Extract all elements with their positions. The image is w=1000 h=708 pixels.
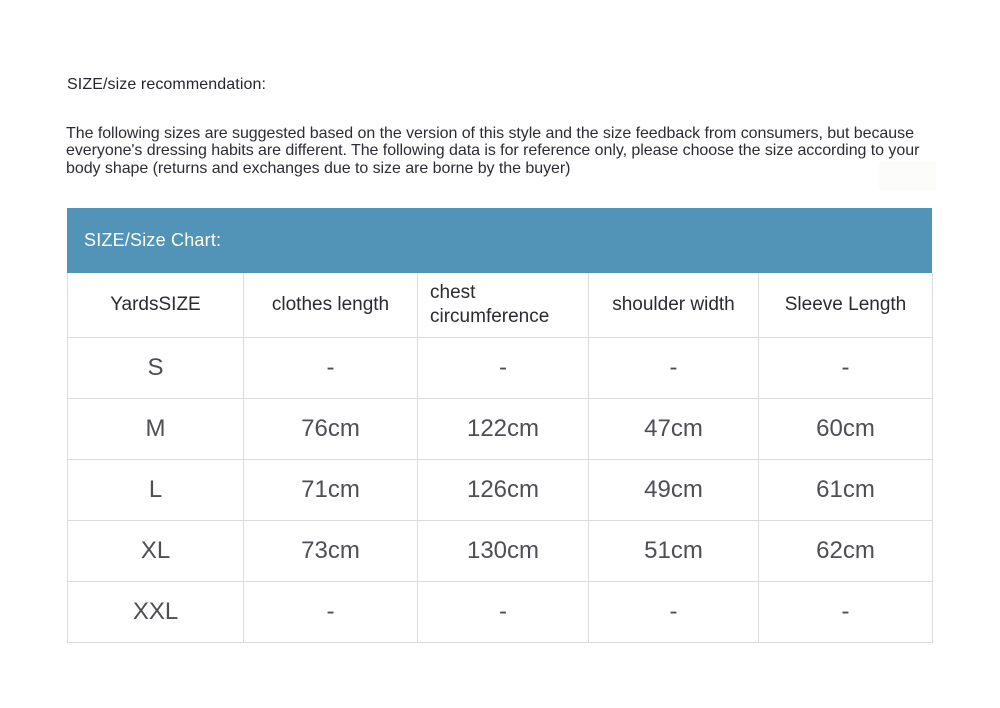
table-row-xl <box>68 520 933 581</box>
size-recommendation-text: The following sizes are suggested based on the version of this style and the size feedback from consumers, but because everyone's dressing habits are different. The following data is for reference only, please choose the size according to your body shape (returns and exchanges due to size are borne by the buyer) <box>66 125 920 177</box>
clothes-length-value: - <box>244 581 418 642</box>
size-label: XL <box>68 520 244 581</box>
column-header-shoulder-width: shoulder width <box>589 273 759 337</box>
clothes-length-value: 76cm <box>244 398 418 459</box>
clothes-length-value: 73cm <box>244 520 418 581</box>
shoulder-width-value: 49cm <box>589 459 759 520</box>
column-header-clothes-length: clothes length <box>244 273 418 337</box>
table-row-xxl <box>68 581 933 642</box>
clothes-length-value: - <box>244 337 418 398</box>
shoulder-width-value: - <box>589 337 759 398</box>
chest-circumference-value: - <box>418 337 589 398</box>
size-chart-title: SIZE/Size Chart: <box>84 230 222 250</box>
size-recommendation-heading: SIZE/size recommendation: <box>67 76 267 93</box>
size-label: L <box>68 459 244 520</box>
size-label: XXL <box>68 581 244 642</box>
column-header-yards-size: YardsSIZE <box>68 273 244 337</box>
table-row-l <box>68 459 933 520</box>
table-row-s <box>68 337 933 398</box>
shoulder-width-value: - <box>589 581 759 642</box>
size-chart-title-bar <box>67 208 932 273</box>
shoulder-width-value: 47cm <box>589 398 759 459</box>
sleeve-length-value: 62cm <box>759 520 933 581</box>
sleeve-length-value: - <box>759 337 933 398</box>
table-row-m <box>68 398 933 459</box>
shoulder-width-value: 51cm <box>589 520 759 581</box>
clothes-length-value: 71cm <box>244 459 418 520</box>
column-header-sleeve-length: Sleeve Length <box>759 273 933 337</box>
size-chart-table <box>67 273 933 643</box>
chest-circumference-value: 130cm <box>418 520 589 581</box>
size-label: M <box>68 398 244 459</box>
sleeve-length-value: - <box>759 581 933 642</box>
chest-circumference-value: 122cm <box>418 398 589 459</box>
size-label: S <box>68 337 244 398</box>
sleeve-length-value: 61cm <box>759 459 933 520</box>
chest-circumference-value: - <box>418 581 589 642</box>
background-artifact <box>878 162 936 190</box>
sleeve-length-value: 60cm <box>759 398 933 459</box>
table-header-row <box>68 273 933 337</box>
chest-circumference-value: 126cm <box>418 459 589 520</box>
column-header-chest-circumference: chest circumference <box>418 273 589 337</box>
